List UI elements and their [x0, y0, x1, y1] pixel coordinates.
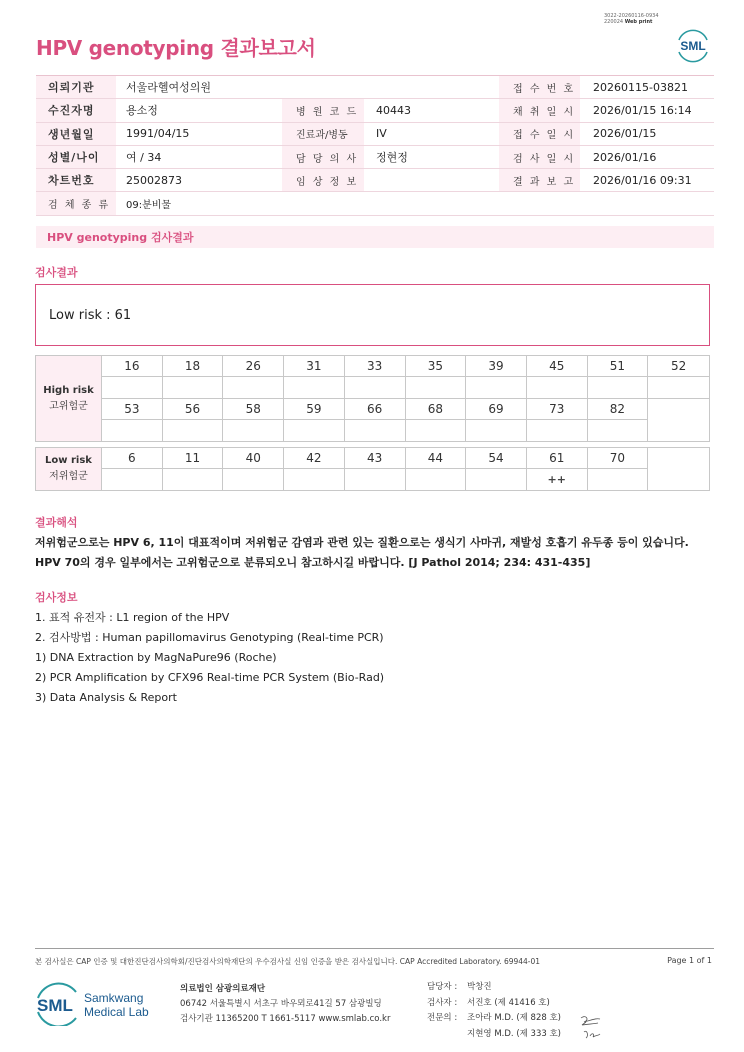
- test-datetime-label: 검 사 일 시: [499, 146, 580, 168]
- collection-datetime-value: 2026/01/15 16:14: [593, 103, 692, 117]
- info-row: [36, 123, 714, 146]
- department-value: IV: [376, 127, 387, 141]
- accession-number-value: 20260115-03821: [593, 80, 688, 94]
- high-risk-grid: [35, 355, 710, 442]
- page-number: Page 1 of 1: [667, 956, 712, 965]
- staff-name: 지현영 M.D. (제 333 호): [467, 1028, 562, 1039]
- report-title: HPV genotyping 결과보고서: [36, 36, 316, 60]
- footer-divider: [35, 948, 714, 949]
- genotype-cell: 53: [102, 399, 163, 420]
- genotype-result-cell: [588, 420, 649, 441]
- genotype-result-cell: [163, 469, 224, 490]
- test-info-line: 1) DNA Extraction by MagNaPure96 (Roche): [35, 651, 277, 664]
- genotype-result-cell: [588, 469, 649, 490]
- genotype-result-cell: [345, 420, 406, 441]
- genotype-cell: 73: [527, 399, 588, 420]
- genotype-result-cell: [284, 420, 345, 441]
- genotype-cell: 26: [223, 356, 284, 377]
- interpretation-line-1: 저위험군으로는 HPV 6, 11이 대표적이며 저위험군 감염과 관련 있는 질환으로는 생식기 사마귀, 재발성 호흡기 유두종 등이 있습니다.: [35, 536, 689, 549]
- organization-name: 의료법인 삼광의료재단: [180, 984, 266, 994]
- specimen-type-value: 09:분비물: [126, 200, 172, 212]
- test-info-line: 1. 표적 유전자 : L1 region of the HPV: [35, 611, 230, 624]
- result-label: 검사결과: [35, 266, 78, 279]
- svg-text:Medical Lab: Medical Lab: [84, 1005, 149, 1019]
- genotype-cell: 16: [102, 356, 163, 377]
- genotype-result-cell: [466, 377, 527, 398]
- signature-icon: [578, 1012, 606, 1040]
- interpretation-line-2: HPV 70의 경우 일부에서는 고위험군으로 분류되오니 참고하시길 바랍니다. [J Pathol 2014; 234: 431-435]: [35, 556, 591, 569]
- report-datetime-label: 결 과 보 고: [499, 169, 580, 191]
- genotype-result-cell: [102, 420, 163, 441]
- samkwang-logo-icon: [36, 982, 166, 1026]
- test-info-line: 2. 검사방법 : Human papillomavirus Genotyping (Real-time PCR): [35, 631, 384, 644]
- genotype-result-cell: [345, 377, 406, 398]
- clinical-info-label: 임 상 정 보: [282, 169, 364, 191]
- accreditation-note: 본 검사실은 CAP 인증 및 대한진단검사의학회/진단검사의학재단의 우수검사실 신임 인증을 받은 검사실입니다. CAP Accredited Laboratory. 69944-01: [35, 957, 541, 966]
- genotype-cell: 82: [588, 399, 649, 420]
- genotype-result-cell: [406, 469, 467, 490]
- genotype-cell: 18: [163, 356, 224, 377]
- genotype-cell: 35: [406, 356, 467, 377]
- genotype-cell: 70: [588, 448, 649, 469]
- staff-role: 검사자 :: [427, 997, 458, 1008]
- clinical-info-value: [364, 169, 499, 191]
- collection-datetime-label: 채 취 일 시: [499, 99, 580, 121]
- info-row: [36, 146, 714, 169]
- genotype-cell: 45: [527, 356, 588, 377]
- interpretation-label: 결과해석: [35, 516, 78, 529]
- sex-age-value: 여 / 34: [126, 151, 162, 165]
- test-info-label: 검사정보: [35, 591, 78, 604]
- department-label: 진료과/병동: [282, 123, 364, 145]
- low-risk-header: [36, 448, 102, 490]
- genotype-result-cell: [527, 377, 588, 398]
- genotype-cell: 43: [345, 448, 406, 469]
- info-row: [36, 192, 714, 215]
- genotype-result-cell: [588, 377, 649, 398]
- specimen-type-label: 검 체 종 류: [36, 192, 116, 214]
- received-datetime-value: 2026/01/15: [593, 127, 657, 141]
- physician-label: 담 당 의 사: [282, 146, 364, 168]
- genotype-result-cell: [223, 420, 284, 441]
- accession-number-label: 접 수 번 호: [499, 76, 580, 98]
- genotype-result-cell: [163, 377, 224, 398]
- genotype-result-cell: [163, 420, 224, 441]
- genotype-cell: 52: [648, 356, 709, 377]
- genotype-cell: 42: [284, 448, 345, 469]
- low-risk-label-ko: 저위험군: [49, 471, 88, 482]
- organization-address: 06742 서울특별시 서초구 바우뫼로41길 57 삼광빌딩: [180, 999, 382, 1009]
- genotype-result-cell: [527, 420, 588, 441]
- hospital-code-value: 40443: [376, 103, 411, 117]
- genotype-result-cell: [102, 377, 163, 398]
- high-risk-label-ko: 고위험군: [49, 400, 88, 412]
- empty-cell: [648, 448, 709, 490]
- document-code-line1: 3022-20260116-0934: [604, 13, 659, 19]
- patient-name-value: 용소정: [126, 104, 158, 118]
- genotype-cell: 6: [102, 448, 163, 469]
- genotype-cell: 66: [345, 399, 406, 420]
- info-row: [36, 76, 714, 99]
- requesting-institution-value: 서울라헬여성의원: [126, 81, 212, 95]
- genotype-result-cell: [102, 469, 163, 490]
- result-section-header: HPV genotyping 검사결과: [36, 226, 714, 248]
- patient-info-table: [36, 75, 714, 216]
- chart-number-value: 25002873: [126, 173, 182, 187]
- sex-age-label: 성별/나이: [36, 146, 116, 168]
- staff-name: 조아라 M.D. (제 828 호): [467, 1013, 562, 1023]
- test-info-line: 3) Data Analysis & Report: [35, 691, 177, 704]
- hospital-code-label: 병 원 코 드: [282, 99, 364, 121]
- genotype-cell: 39: [466, 356, 527, 377]
- requesting-institution-label: 의뢰기관: [36, 76, 116, 98]
- high-risk-header: [36, 356, 102, 441]
- patient-name-label: 수진자명: [36, 99, 116, 121]
- genotype-cell: 68: [406, 399, 467, 420]
- genotype-result-cell: [406, 420, 467, 441]
- physician-value: 정현정: [376, 151, 408, 165]
- genotype-result-cell: [284, 469, 345, 490]
- high-risk-label-en: High risk: [43, 384, 94, 396]
- genotype-result-cell: [284, 377, 345, 398]
- web-print-tag: Web print: [624, 19, 653, 25]
- svg-text:SML: SML: [680, 39, 706, 53]
- document-code-id: 220024: [604, 19, 624, 25]
- genotype-cell: 44: [406, 448, 467, 469]
- genotype-result-cell: [345, 469, 406, 490]
- result-box: [35, 284, 710, 346]
- genotype-cell: 40: [223, 448, 284, 469]
- result-text: Low risk : 61: [49, 307, 132, 323]
- genotype-cell: 51: [588, 356, 649, 377]
- low-risk-grid: [35, 447, 710, 491]
- genotype-cell: 54: [466, 448, 527, 469]
- report-datetime-value: 2026/01/16 09:31: [593, 173, 692, 187]
- genotype-cell: 31: [284, 356, 345, 377]
- received-datetime-label: 접 수 일 시: [499, 123, 580, 145]
- genotype-result-cell: [223, 469, 284, 490]
- genotype-cell: 59: [284, 399, 345, 420]
- staff-role: [427, 1027, 467, 1043]
- test-datetime-value: 2026/01/16: [593, 150, 657, 164]
- genotype-cell: 56: [163, 399, 224, 420]
- genotype-result-cell: [466, 469, 527, 490]
- low-risk-label-en: Low risk: [45, 455, 92, 466]
- organization-info: [180, 982, 390, 1027]
- genotype-cell: 69: [466, 399, 527, 420]
- genotype-cell: 61: [527, 448, 588, 469]
- staff-name: 박창진: [467, 982, 492, 992]
- svg-text:SML: SML: [37, 996, 73, 1015]
- sml-logo-icon: [674, 26, 712, 64]
- genotype-cell: 33: [345, 356, 406, 377]
- genotype-result-cell: [223, 377, 284, 398]
- birth-date-label: 생년월일: [36, 123, 116, 145]
- genotype-result-cell: [466, 420, 527, 441]
- info-row: [36, 169, 714, 192]
- svg-text:Samkwang: Samkwang: [84, 991, 144, 1005]
- staff-list: [427, 980, 561, 1042]
- empty-cell: [648, 399, 709, 442]
- staff-name: 서진호 (제 41416 호): [467, 997, 550, 1008]
- genotype-cell: 58: [223, 399, 284, 420]
- chart-number-label: 차트번호: [36, 169, 116, 191]
- document-code: [604, 13, 659, 25]
- organization-contact: 검사기관 11365200 T 1661-5117 www.smlab.co.kr: [180, 1014, 391, 1024]
- test-info-line: 2) PCR Amplification by CFX96 Real-time PCR System (Bio-Rad): [35, 671, 385, 684]
- birth-date-value: 1991/04/15: [126, 127, 190, 141]
- genotype-result-cell: ++: [527, 469, 588, 490]
- staff-role: 전문의 :: [427, 1013, 458, 1023]
- genotype-cell: 11: [163, 448, 224, 469]
- info-row: [36, 99, 714, 122]
- genotype-result-cell: [648, 377, 709, 398]
- staff-role: 담당자 :: [427, 982, 458, 992]
- genotype-result-cell: [406, 377, 467, 398]
